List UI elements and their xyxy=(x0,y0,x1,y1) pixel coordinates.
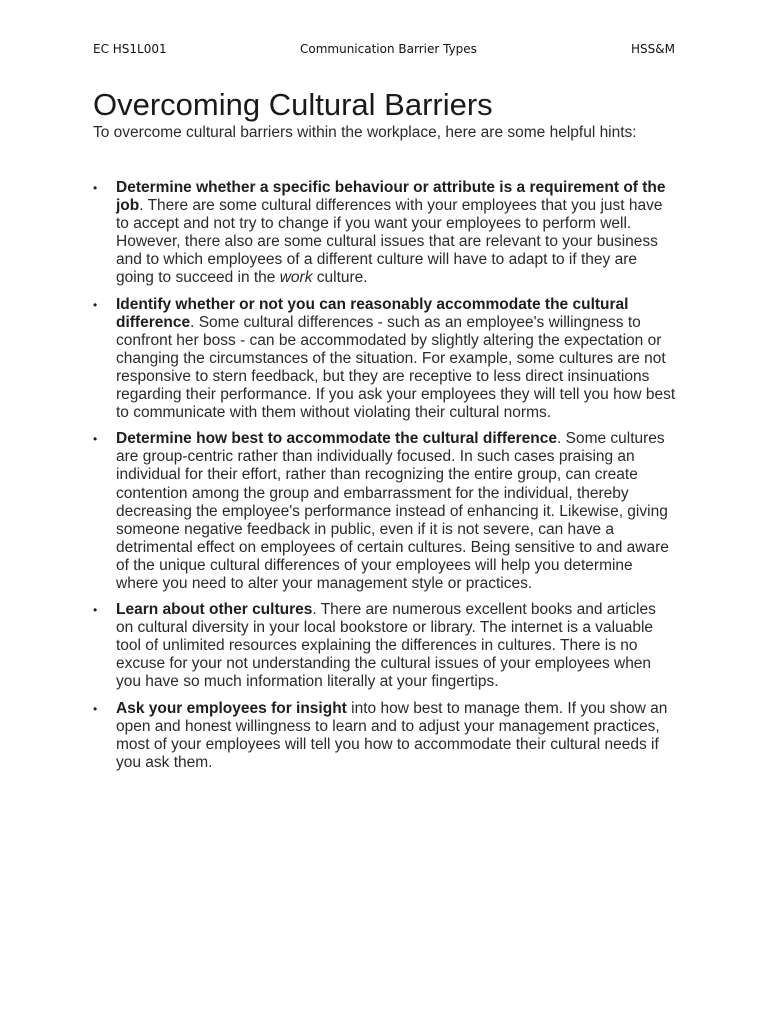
item-lead-text: Learn about other cultures xyxy=(116,601,313,619)
header-course-code: EC HS1L001 xyxy=(93,42,167,56)
item-body-text-end: culture. xyxy=(312,269,368,287)
page-title: Overcoming Cultural Barriers xyxy=(93,87,493,122)
bullet-icon: • xyxy=(93,701,98,716)
item-lead-text: Determine how best to accommodate the cultural difference xyxy=(116,430,557,448)
page-header xyxy=(93,42,675,60)
item-lead-text: Determine whether a specific behaviour or attribute is a requirement of the job xyxy=(116,179,666,215)
hints-list xyxy=(93,179,677,780)
item-body-text: into how best to manage them. If you show an open and honest willingness to learn and to adjust your management practices, most of your employees will tell you how to accommodate their cultural needs if you ask them. xyxy=(116,699,668,771)
item-body-text: . Some cultures are group-centric rather than individually focused. In such cases praising an individual for their effort, rather than recognizing the entire group, can create contention among the group and embarrassment for the individual, thereby decreasing the employee's performance instead of enhancing it. Likewise, giving someone negative feedback in public, even if it is not severe, can have a detrimental effect on employees of certain cultures. Being sensitive to and aware of the unique cultural differences of your employees will help you determine where you need to alter your management style or practices. xyxy=(116,430,669,592)
bullet-icon: • xyxy=(93,603,98,618)
item-body-text: . Some cultural differences - such as an employee's willingness to confront her boss - can be accommodated by slightly altering the expectation or changing the circumstances of the situation. For example, some cultures are not responsive to stern feedback, but they are receptive to less direct insinuations regarding their performance. If you ask your employees they will tell you how best to communicate with them without violating their cultural norms. xyxy=(116,313,676,422)
list-item xyxy=(93,601,677,691)
header-department: HSS&M xyxy=(631,42,675,56)
list-item xyxy=(93,296,677,423)
header-document-title: Communication Barrier Types xyxy=(300,42,477,56)
list-item xyxy=(93,430,677,593)
item-lead-text: Identify whether or not you can reasonably accommodate the cultural difference xyxy=(116,295,629,331)
list-item xyxy=(93,700,677,772)
item-emphasis-text: work xyxy=(279,269,313,287)
item-body-text: . There are numerous excellent books and articles on cultural diversity in your local bookstore or library. The internet is a valuable tool of unlimited resources explaining the differences in cultures. There is no excuse for your not understanding the cultural issues of your employees when you have so much information literally at your fingertips. xyxy=(116,601,656,691)
intro-paragraph: To overcome cultural barriers within the workplace, here are some helpful hints: xyxy=(93,124,637,141)
bullet-icon: • xyxy=(93,297,98,312)
item-body-text: . There are some cultural differences with your employees that you just have to accept and not try to change if you want your employees to perform well. However, there also are some cultural issues that are relevant to your business and to which employees of a different culture will have to adapt to if they are going to succeed in the xyxy=(116,197,663,287)
bullet-icon: • xyxy=(93,432,98,447)
bullet-icon: • xyxy=(93,181,98,195)
list-item xyxy=(93,179,677,288)
item-lead-text: Ask your employees for insight xyxy=(116,699,347,717)
